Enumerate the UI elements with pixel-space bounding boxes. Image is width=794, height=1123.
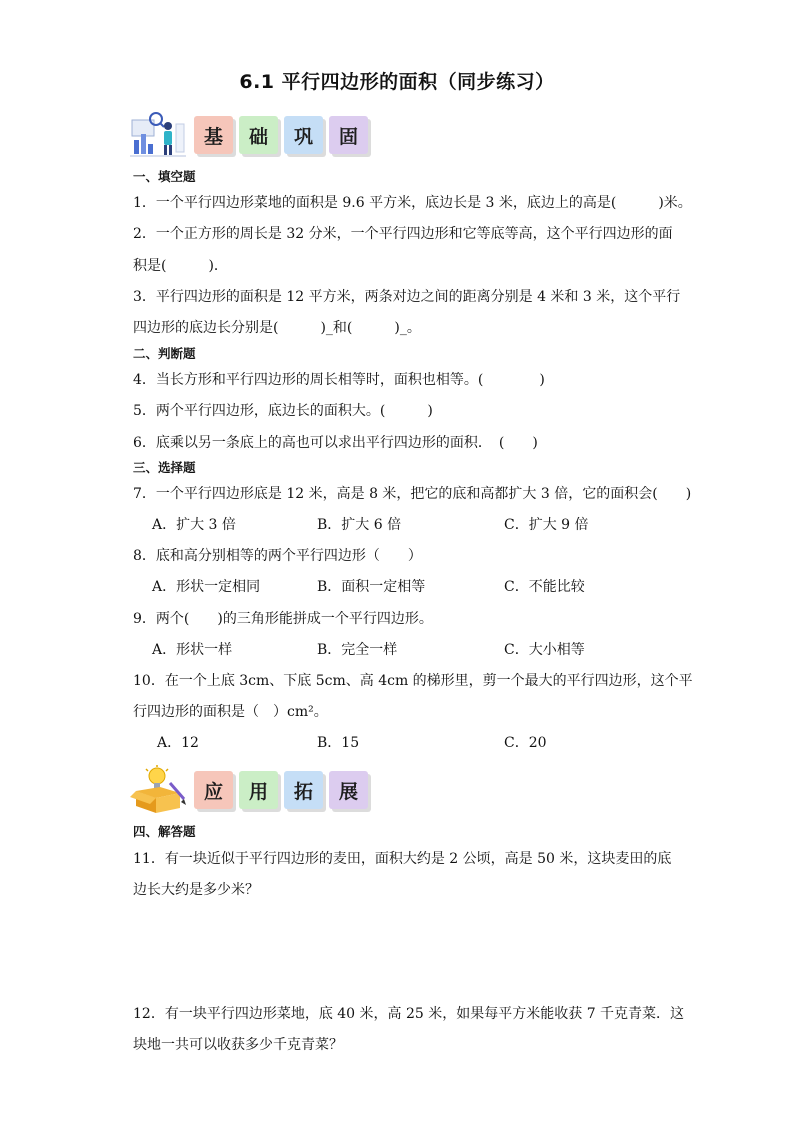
question-10-line1: 10．在一个上底 3cm、下底 5cm、高 4cm 的梯形里，剪一个最大的平行四边形，这个平 (133, 673, 693, 689)
idea-box-icon (130, 765, 186, 815)
q8-option-c: C．不能比较 (504, 579, 585, 595)
q10-option-a: A．12 (157, 735, 199, 751)
q7-option-a: A．扩大 3 倍 (152, 517, 236, 533)
question-11-line1: 11．有一块近似于平行四边形的麦田，面积大约是 2 公顷，高是 50 米，这块麦田的底 (133, 851, 672, 867)
q8-option-a: A．形状一定相同 (152, 579, 261, 595)
banner-tile-2: 用 (239, 771, 278, 809)
question-12-line2: 块地一共可以收获多少千克青菜？ (133, 1037, 343, 1053)
banner-tile-4: 展 (329, 771, 368, 809)
question-2-line2: 积是( )． (133, 258, 228, 274)
banner-tile-1: 应 (194, 771, 233, 809)
q10-option-c: C．20 (504, 735, 547, 751)
question-3-line2: 四边形的底边长分别是( )_和( )_。 (133, 320, 421, 336)
question-8: 8．底和高分别相等的两个平行四边形（ ） (133, 548, 422, 564)
section-banner-extend (130, 765, 390, 815)
banner-tile-4: 固 (329, 116, 368, 154)
question-6: 6．底乘以另一条底上的高也可以求出平行四边形的面积． ( ) (133, 435, 538, 451)
question-11-line2: 边长大约是多少米？ (133, 882, 259, 898)
q7-option-c: C．扩大 9 倍 (504, 517, 589, 533)
question-5: 5．两个平行四边形，底边长的面积大。( ) (133, 403, 433, 419)
banner-tile-2: 础 (239, 116, 278, 154)
q9-option-b: B．完全一样 (317, 642, 398, 658)
question-10-line2: 行四边形的面积是（ ）cm²。 (133, 704, 328, 720)
q9-option-c: C．大小相等 (504, 642, 585, 658)
section-heading-judge: 二、判断题 (133, 346, 196, 361)
banner-tile-1: 基 (194, 116, 233, 154)
section-heading-solve: 四、解答题 (133, 824, 196, 839)
question-12-line1: 12．有一块平行四边形菜地，底 40 米，高 25 米，如果每平方米能收获 7 千克青菜．这 (133, 1006, 685, 1022)
q9-option-a: A．形状一样 (152, 642, 233, 658)
page-title: 6.1 平行四边形的面积（同步练习） (239, 71, 555, 93)
question-4: 4．当长方形和平行四边形的周长相等时，面积也相等。( ) (133, 372, 545, 388)
question-1: 1．一个平行四边形菜地的面积是 9.6 平方米，底边长是 3 米，底边上的高是( )米。 (133, 195, 692, 211)
question-9: 9．两个( )的三角形能拼成一个平行四边形。 (133, 611, 433, 627)
section-heading-choice: 三、选择题 (133, 460, 196, 475)
q8-option-b: B．面积一定相等 (317, 579, 426, 595)
chart-person-icon (130, 110, 186, 160)
question-3-line1: 3．平行四边形的面积是 12 平方米，两条对边之间的距离分别是 4 米和 3 米，这个平行 (133, 289, 681, 305)
question-2-line1: 2．一个正方形的周长是 32 分米，一个平行四边形和它等底等高，这个平行四边形的面 (133, 226, 673, 242)
q7-option-b: B．扩大 6 倍 (317, 517, 402, 533)
q10-option-b: B．15 (317, 735, 360, 751)
banner-tile-3: 巩 (284, 116, 323, 154)
section-banner-basic (130, 110, 390, 160)
section-heading-fill: 一、填空题 (133, 169, 196, 184)
question-7: 7．一个平行四边形底是 12 米，高是 8 米，把它的底和高都扩大 3 倍，它的面积会( ) (133, 486, 692, 502)
banner-tile-3: 拓 (284, 771, 323, 809)
